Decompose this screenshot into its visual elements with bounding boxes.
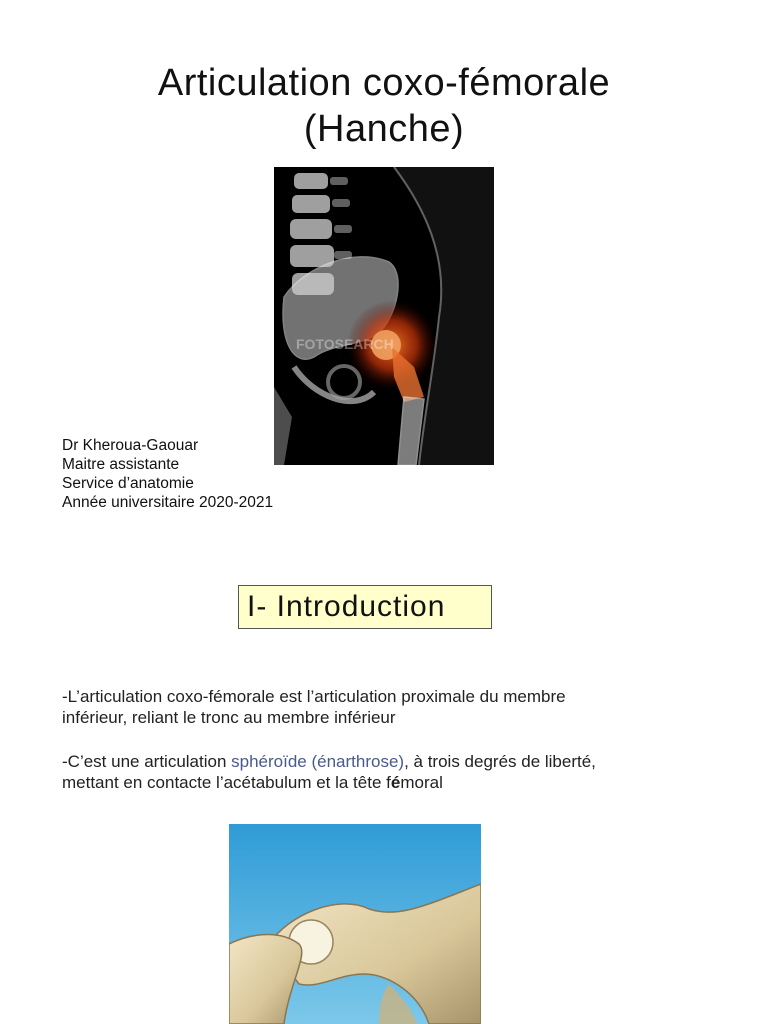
watermark-text: FOTOSEARCH bbox=[296, 336, 394, 352]
highlighted-term: sphéroïde (énarthrose) bbox=[231, 752, 405, 771]
paragraph-2-line-1 bbox=[62, 751, 722, 772]
paragraph-2-line-2 bbox=[62, 772, 722, 793]
title-line-1: Articulation coxo-fémorale bbox=[157, 62, 611, 104]
author-department: Service d’anatomie bbox=[62, 475, 194, 492]
page-title bbox=[0, 60, 768, 152]
paragraph-2-prefix: -C’est une articulation bbox=[62, 752, 232, 771]
academic-year: Année universitaire 2020-2021 bbox=[62, 494, 274, 511]
paragraph-2-line-2-c: moral bbox=[400, 773, 443, 792]
hip-xray-illustration bbox=[274, 167, 494, 465]
paragraph-2 bbox=[62, 751, 722, 793]
paragraph-2-line-2-a: mettant en contacte l’acétabulum et la tête f bbox=[62, 773, 391, 792]
paragraph-1-line-2: inférieur, reliant le tronc au membre inférieur bbox=[62, 708, 396, 727]
author-role: Maitre assistante bbox=[62, 456, 180, 473]
section-heading-introduction: I- Introduction bbox=[238, 585, 492, 629]
title-line-2: (Hanche) bbox=[303, 108, 465, 150]
author-name: Dr Kheroua-Gaouar bbox=[62, 437, 199, 454]
paragraph-2-suffix: , à trois degrés de liberté, bbox=[404, 752, 596, 771]
paragraph-1 bbox=[62, 686, 722, 728]
paragraph-1-line-1: -L’articulation coxo-fémorale est l’articulation proximale du membre bbox=[62, 687, 566, 706]
author-block bbox=[62, 436, 273, 512]
paragraph-2-line-2-b: é bbox=[390, 773, 401, 792]
hip-xray-image bbox=[274, 167, 494, 465]
hip-bone-illustration bbox=[229, 824, 481, 1024]
hip-bone-model-image bbox=[229, 824, 481, 1024]
